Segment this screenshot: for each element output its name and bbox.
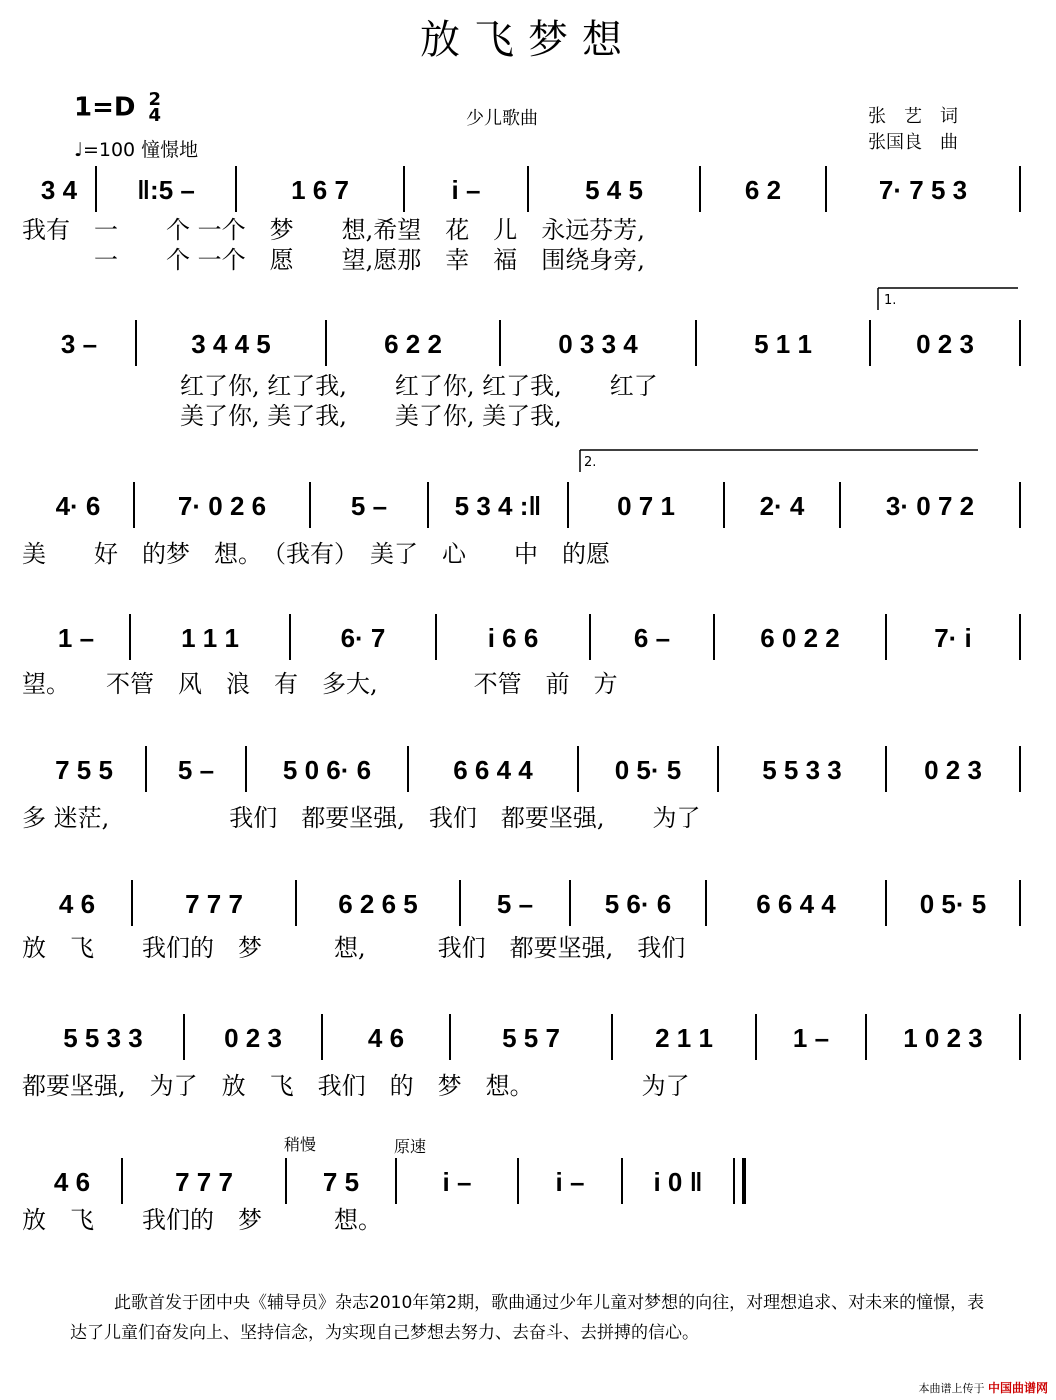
measure: 1 6 7	[291, 175, 349, 205]
measure: 5 6· 6	[604, 889, 672, 919]
tempo-marking: ♩=100 憧憬地	[74, 139, 199, 161]
measure: 5 –	[496, 889, 534, 919]
measure: 7· i	[934, 623, 972, 653]
lyricist: 张 艺 词	[868, 106, 958, 127]
measure: 6 6 4 4	[453, 755, 533, 785]
song-genre: 少儿歌曲	[466, 108, 538, 129]
measure: 5 1 1	[754, 329, 812, 359]
lyric-line: 一 个 一个 愿 望,愿那 幸 福 围绕身旁,	[22, 246, 645, 274]
measure: 0 5· 5	[614, 755, 682, 785]
measure: 7 7 7	[185, 889, 243, 919]
measure: 7 5	[322, 1167, 360, 1197]
lyric-line: 美了你, 美了我, 美了你, 美了我,	[180, 402, 562, 430]
measure: 5 3 4 :‖	[454, 491, 542, 521]
measure: 0 7 1	[617, 491, 675, 521]
time-bottom: 4	[148, 105, 162, 126]
measure: i –	[555, 1167, 585, 1197]
measure: 3· 0 7 2	[885, 491, 975, 521]
measure: 6 –	[633, 623, 671, 653]
lyric-line: 多 迷茫, 我们 都要坚强, 我们 都要坚强, 为了	[22, 804, 701, 832]
composer: 张国良 曲	[868, 132, 958, 153]
measure: 3 –	[60, 329, 98, 359]
upload-credit	[918, 1379, 1048, 1396]
lyric-line: 我有 一 个 一个 梦 想,希望 花 儿 永远芬芳,	[22, 216, 645, 244]
lyric-line: 放 飞 我们的 梦 想。	[22, 1206, 382, 1234]
measure: 1 –	[57, 623, 95, 653]
measure: 6 2	[744, 175, 782, 205]
measure: 5 5 3 3	[762, 755, 842, 785]
measure: 5 4 5	[585, 175, 643, 205]
measure: 0 5· 5	[919, 889, 987, 919]
song-description: 此歌首发于团中央《辅导员》杂志2010年第2期，歌曲通过少年儿童对梦想的向往，对理想追求、对未来的憧憬，表达了儿童们奋发向上、坚持信念，为实现自己梦想去努力、去奋斗、去拼搏的信心。	[70, 1293, 985, 1343]
measure: 6 2 6 5	[338, 889, 418, 919]
volta-one-label: 1.	[884, 293, 897, 308]
measure: 0 2 3	[924, 755, 982, 785]
measure: 2· 4	[759, 491, 805, 521]
measure: i 6 6	[487, 623, 539, 653]
measure: 1 –	[792, 1023, 830, 1053]
measure: 5 –	[177, 755, 215, 785]
lyric-line: 望。 不管 风 浪 有 多大, 不管 前 方	[22, 670, 618, 698]
measure: 6 2 2	[384, 329, 442, 359]
measure: i 0 ‖	[653, 1167, 703, 1197]
measure: 6 6 4 4	[756, 889, 836, 919]
lyric-line: 美 好 的梦 想。 （我有） 美了 心 中 的愿	[22, 540, 610, 568]
measure: 4 6	[53, 1167, 91, 1197]
measure: i –	[442, 1167, 472, 1197]
measure: 3 4	[40, 175, 78, 205]
measure: 1 1 1	[181, 623, 239, 653]
song-title: 放飞梦想	[420, 17, 636, 63]
measure: 6· 7	[340, 623, 386, 653]
lyric-line: 都要坚强, 为了 放 飞 我们 的 梦 想。 为了	[22, 1072, 690, 1100]
credit-site: 中国曲谱网	[987, 1381, 1048, 1395]
measure: 0 2 3	[224, 1023, 282, 1053]
measure: 4 6	[58, 889, 96, 919]
volta-two-label: 2.	[584, 455, 597, 470]
credit-prefix: 本曲谱上传于	[918, 1382, 985, 1395]
measure: 0 2 3	[916, 329, 974, 359]
measure: 1 0 2 3	[903, 1023, 983, 1053]
measure: 2 1 1	[655, 1023, 713, 1053]
tempo-slow-marking: 稍慢	[284, 1135, 317, 1154]
measure: 4 6	[367, 1023, 405, 1053]
measure: 5 –	[350, 491, 388, 521]
measure: ‖:5 –	[137, 175, 195, 205]
key-label: 1=D	[74, 92, 136, 123]
lyric-line: 红了你, 红了我, 红了你, 红了我, 红了	[180, 372, 658, 400]
measure: 7 5 5	[55, 755, 113, 785]
tempo-resume-marking: 原速	[394, 1137, 427, 1156]
measure: 6 0 2 2	[760, 623, 840, 653]
measure: 7· 0 2 6	[177, 491, 267, 521]
measure: 5 0 6· 6	[282, 755, 372, 785]
measure: 3 4 4 5	[191, 329, 271, 359]
time-top: 2	[148, 89, 162, 110]
measure: 5 5 7	[502, 1023, 560, 1053]
measure: 4· 6	[55, 491, 101, 521]
measure: 7 7 7	[175, 1167, 233, 1197]
measure: 7· 7 5 3	[878, 175, 968, 205]
lyric-line: 放 飞 我们的 梦 想, 我们 都要坚强, 我们	[22, 934, 686, 962]
measure: i –	[451, 175, 481, 205]
measure: 5 5 3 3	[63, 1023, 143, 1053]
measure: 0 3 3 4	[558, 329, 638, 359]
